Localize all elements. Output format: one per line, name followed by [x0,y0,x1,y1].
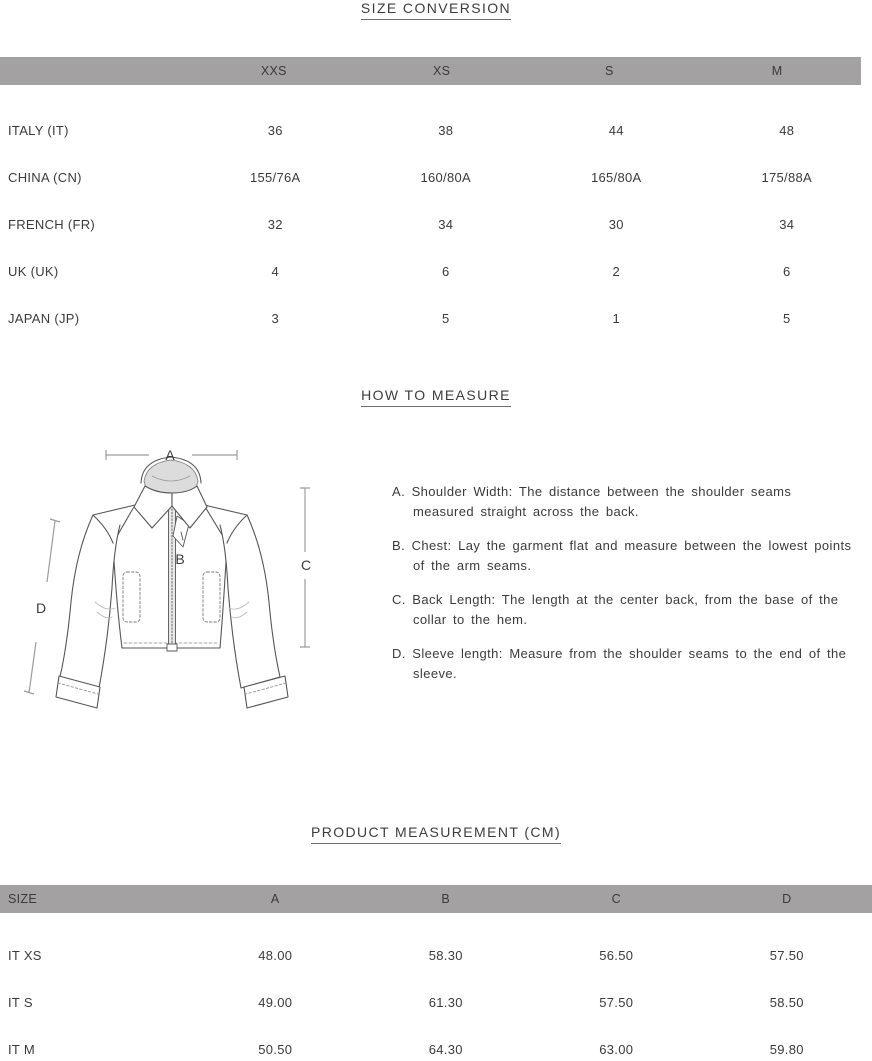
cell-value: 4 [271,264,280,279]
table-row [0,107,872,154]
diagram-label-a: A [165,447,175,463]
measure-instruction: D. Sleeve length: Measure from the shoulder seams to the end of the sleeve. [392,646,847,681]
cell-value: 48 [779,123,795,138]
cell-value: 63.00 [599,1042,634,1057]
product-measurement-title-text: PRODUCT MEASUREMENT (CM) [311,824,561,844]
cell-value: 44 [608,123,624,138]
cell-value: 58.30 [428,948,463,963]
table-row [0,295,872,342]
header-cell: S [605,64,614,78]
cell-value: 34 [779,217,795,232]
row-label: JAPAN (JP) [8,311,80,326]
diagram-label-c: C [300,557,312,573]
header-cell: B [441,892,451,906]
header-cell: XXS [260,64,287,78]
cell-value: 1 [612,311,621,326]
row-label: FRENCH (FR) [8,217,96,232]
row-label: CHINA (CN) [8,170,82,185]
cell-value: 64.30 [428,1042,463,1057]
table-row [0,154,872,201]
cell-value: 59.80 [769,1042,804,1057]
cell-value: 165/80A [590,170,642,185]
how-to-measure-title [0,387,872,407]
header-row-label: SIZE [8,892,37,906]
cell-value: 6 [441,264,450,279]
jacket-diagram [0,430,360,720]
cell-value: 50.50 [258,1042,293,1057]
header-cell: M [771,64,783,78]
cell-value: 160/80A [420,170,472,185]
header-cell: C [611,892,621,906]
cell-value: 155/76A [249,170,301,185]
size-conversion-title [0,0,872,20]
jacket-outline [56,457,288,708]
cell-value: 61.30 [428,995,463,1010]
cell-value: 56.50 [599,948,634,963]
cell-value: 57.50 [599,995,634,1010]
cell-value: 6 [782,264,791,279]
size-conversion-table-header [0,57,861,85]
cell-value: 57.50 [769,948,804,963]
cell-value: 5 [441,311,450,326]
row-label: IT M [8,1042,35,1057]
header-cell: D [782,892,792,906]
size-conversion-title-text: SIZE CONVERSION [361,0,511,20]
table-row [0,201,872,248]
table-row [0,932,872,979]
product-measurement-table-header [0,885,872,913]
header-cell: A [270,892,280,906]
table-row [0,248,872,295]
cell-value: 36 [267,123,283,138]
cell-value: 48.00 [258,948,293,963]
cell-value: 175/88A [761,170,813,185]
measure-instruction: B. Chest: Lay the garment flat and measure between the lowest points of the arm seams. [392,538,852,573]
cell-value: 32 [267,217,283,232]
header-cell: XS [432,64,451,78]
cell-value: 49.00 [258,995,293,1010]
cell-value: 34 [438,217,454,232]
measure-instruction: A. Shoulder Width: The distance between the shoulder seams measured straight across the back. [392,484,792,519]
table-row [0,979,872,1026]
size-conversion-table [0,85,872,342]
cell-value: 38 [438,123,454,138]
row-label: ITALY (IT) [8,123,69,138]
how-to-measure-title-text: HOW TO MEASURE [361,387,511,407]
product-measurement-title [0,824,872,844]
measure-instruction-list [392,482,854,698]
cell-value: 58.50 [769,995,804,1010]
product-measurement-table [0,913,872,1061]
cell-value: 3 [271,311,280,326]
cell-value: 5 [782,311,791,326]
measure-instruction: C. Back Length: The length at the center back, from the base of the collar to the hem. [392,592,839,627]
diagram-label-d: D [35,600,47,616]
row-label: UK (UK) [8,264,59,279]
table-row [0,1026,872,1061]
row-label: IT XS [8,948,42,963]
row-label: IT S [8,995,33,1010]
cell-value: 30 [608,217,624,232]
diagram-label-b: B [175,551,185,567]
cell-value: 2 [612,264,621,279]
